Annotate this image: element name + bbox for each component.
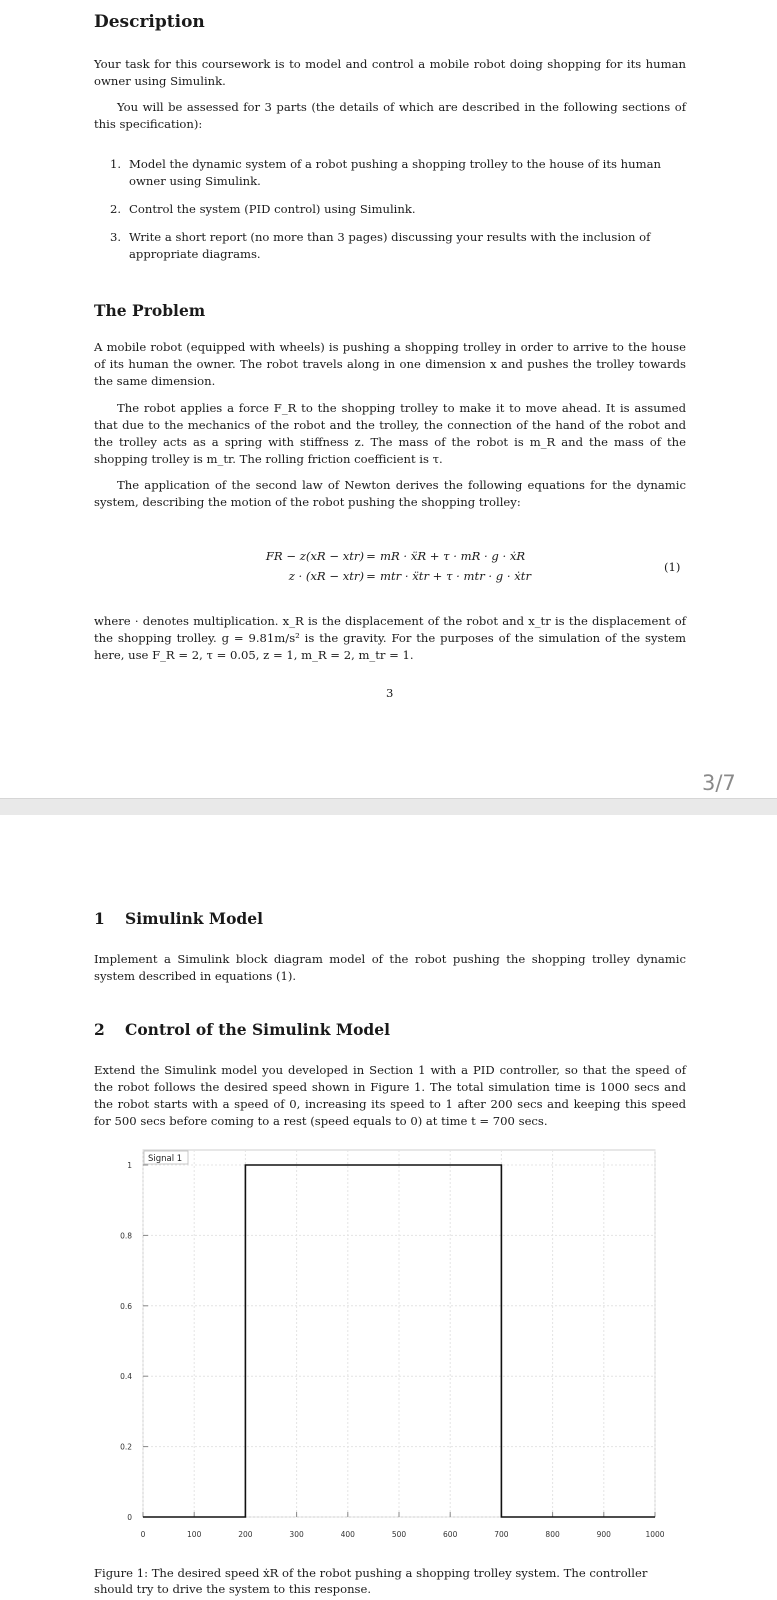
page-number: 3: [386, 686, 394, 700]
page-separator: [0, 798, 777, 815]
plot-area: [143, 1150, 655, 1517]
x-tick-label: 1000: [645, 1530, 665, 1539]
y-tick-label: 0.4: [120, 1372, 132, 1382]
y-tick-label: 1: [127, 1161, 132, 1170]
page-indicator: 3/7: [702, 771, 736, 795]
equation-number: (1): [664, 560, 681, 574]
list-item: 2. Control the system (PID control) using Simulink.: [110, 202, 416, 216]
y-tick-label: 0: [127, 1513, 132, 1522]
intro-paragraph: Your task for this coursework is to model and control a mobile robot doing shopping for its human owner using Simulink.: [94, 57, 686, 88]
x-tick-label: 300: [289, 1530, 304, 1539]
x-tick-label: 500: [391, 1530, 407, 1539]
speed-chart: [0, 1145, 777, 1565]
x-tick-label: 400: [340, 1530, 355, 1539]
task-list: [94, 156, 686, 274]
x-tick-label: 600: [443, 1530, 458, 1539]
section-2-text: Extend the Simulink model you developed in Section 1 with a PID controller, so that the speed of the robot follows the desired speed shown in Figure 1. The total simulation time is 1000 secs and the robot starts with a speed of 0, increasing its speed to 1 after 200 secs and keeping this speed for 500 secs before coming to a rest (speed equals to 0) at time t = 700 secs.: [94, 1063, 686, 1128]
y-tick-label: 0.2: [120, 1442, 132, 1452]
list-item: 3. Write a short report (no more than 3 pages) discussing your results with the inclusion of appropriate diagrams.: [110, 230, 651, 261]
section-1-heading: 1 Simulink Model: [94, 909, 264, 928]
x-tick-label: 900: [596, 1530, 611, 1539]
problem-heading: The Problem: [94, 301, 206, 320]
assessed-paragraph: You will be assessed for 3 parts (the details of which are described in the following sections of this specification):: [94, 100, 686, 131]
x-tick-label: 700: [494, 1530, 509, 1539]
problem-paragraph-2: The robot applies a force F_R to the shopping trolley to make it to move ahead. It is assumed that due to the mechanics of the robot and the trolley, the connection of the hand of the robot and the trolley acts as a spring with stiffness z. The mass of the robot is m_R and the mass of the shopping trolley is m_tr. The rolling friction coefficient is τ.: [94, 401, 686, 466]
x-tick-label: 200: [238, 1530, 253, 1539]
y-tick-label: 0.8: [120, 1231, 132, 1241]
problem-paragraph-4: where · denotes multiplication. x_R is the displacement of the robot and x_tr is the displacement of the shopping trolley. g = 9.81m/s² is the gravity. For the purposes of the simulation of the system here, use F_R = 2, τ = 0.05, z = 1, m_R = 2, m_tr = 1.: [94, 614, 686, 662]
description-heading: Description: [94, 12, 205, 32]
figure-caption: Figure 1: The desired speed ẋR of the robot pushing a shopping trolley system. The controller should try to drive the system to this response.: [94, 1566, 648, 1596]
list-item: 1. Model the dynamic system of a robot pushing a shopping trolley to the house of its human owner using Simulink.: [110, 157, 661, 188]
section-1-text: Implement a Simulink block diagram model of the robot pushing the shopping trolley dynamic system described in equations (1).: [94, 952, 686, 983]
y-tick-label: 0.6: [120, 1301, 132, 1311]
x-tick-label: 100: [187, 1530, 202, 1539]
problem-paragraph-3: The application of the second law of Newton derives the following equations for the dynamic system, describing the motion of the robot pushing the shopping trolley:: [94, 478, 686, 509]
x-tick-label: 0: [140, 1530, 146, 1539]
problem-paragraph-1: A mobile robot (equipped with wheels) is pushing a shopping trolley in order to arrive to the house of its human the owner. The robot travels along in one dimension x and pushes the trolley towards the same dimension.: [94, 340, 686, 388]
legend-label: Signal 1: [148, 1154, 183, 1164]
section-2-heading: 2 Control of the Simulink Model: [94, 1020, 390, 1039]
x-tick-label: 800: [545, 1530, 560, 1539]
